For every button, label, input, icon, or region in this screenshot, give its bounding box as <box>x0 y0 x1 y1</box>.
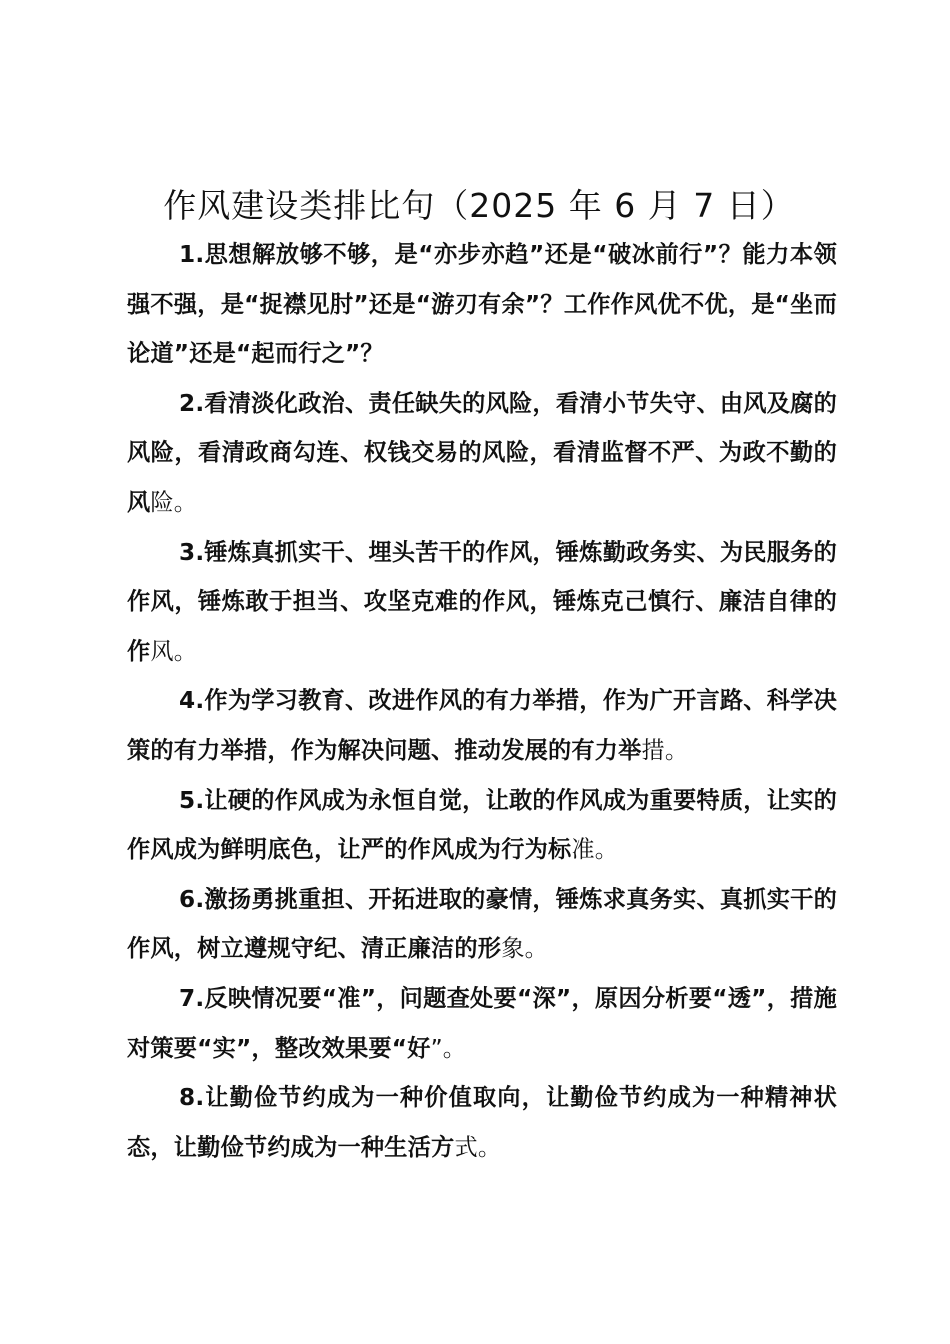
paragraph-6 <box>127 875 837 974</box>
paragraph-5 <box>127 776 837 875</box>
paragraph-tail: 式。 <box>454 1133 502 1161</box>
paragraph-tail: 措。 <box>641 736 689 764</box>
paragraph-tail: 险。 <box>150 488 198 516</box>
paragraph-text: 4.作为学习教育、改进作风的有力举措，作为广开言路、科学决策的有力举措，作为解决问题、推动发展的有力举 <box>127 687 837 764</box>
paragraph-tail: 象。 <box>501 935 548 963</box>
paragraph-tail: ”。 <box>430 1034 467 1062</box>
paragraph-text: 8.让勤俭节约成为一种价值取向，让勤俭节约成为一种精神状态，让勤俭节约成为一种生活方 <box>127 1084 837 1161</box>
paragraph-text: 2.看清淡化政治、责任缺失的风险，看清小节失守、由风及腐的风险，看清政商勾连、权钱交易的风险，看清监督不严、为政不勤的风 <box>127 389 837 516</box>
paragraph-2 <box>127 379 837 528</box>
paragraph-4 <box>127 676 837 775</box>
document-title: 作风建设类排比句（2025 年 6 月 7 日） <box>163 186 795 225</box>
paragraph-8 <box>127 1073 837 1172</box>
paragraph-tail: 风。 <box>150 637 198 665</box>
paragraph-text: 6.激扬勇挑重担、开拓进取的豪情，锤炼求真务实、真抓实干的作风，树立遵规守纪、清正廉洁的形 <box>127 885 837 963</box>
paragraph-3 <box>127 528 837 677</box>
paragraph-1 <box>127 230 837 379</box>
paragraph-text: 3.锤炼真抓实干、埋头苦干的作风，锤炼勤政务实、为民服务的作风，锤炼敢于担当、攻坚克难的作风，锤炼克己慎行、廉洁自律的作 <box>127 538 837 665</box>
paragraph-text: 5.让硬的作风成为永恒自觉，让敢的作风成为重要特质，让实的作风成为鲜明底色，让严的作风成为行为标 <box>127 786 837 864</box>
paragraph-7 <box>127 974 837 1073</box>
paragraph-text: 1.思想解放够不够，是“亦步亦趋”还是“破冰前行”？能力本领强不强，是“捉襟见肘”还是“游刃有余”？工作作风优不优，是“坐而论道”还是“起而行之”？ <box>127 241 837 368</box>
paragraph-text: 7.反映情况要“准”，问题查处要“深”，原因分析要“透”，措施对策要“实”，整改效果要“好 <box>127 984 837 1062</box>
document-body <box>127 230 837 1172</box>
paragraph-tail: 准。 <box>571 836 619 864</box>
